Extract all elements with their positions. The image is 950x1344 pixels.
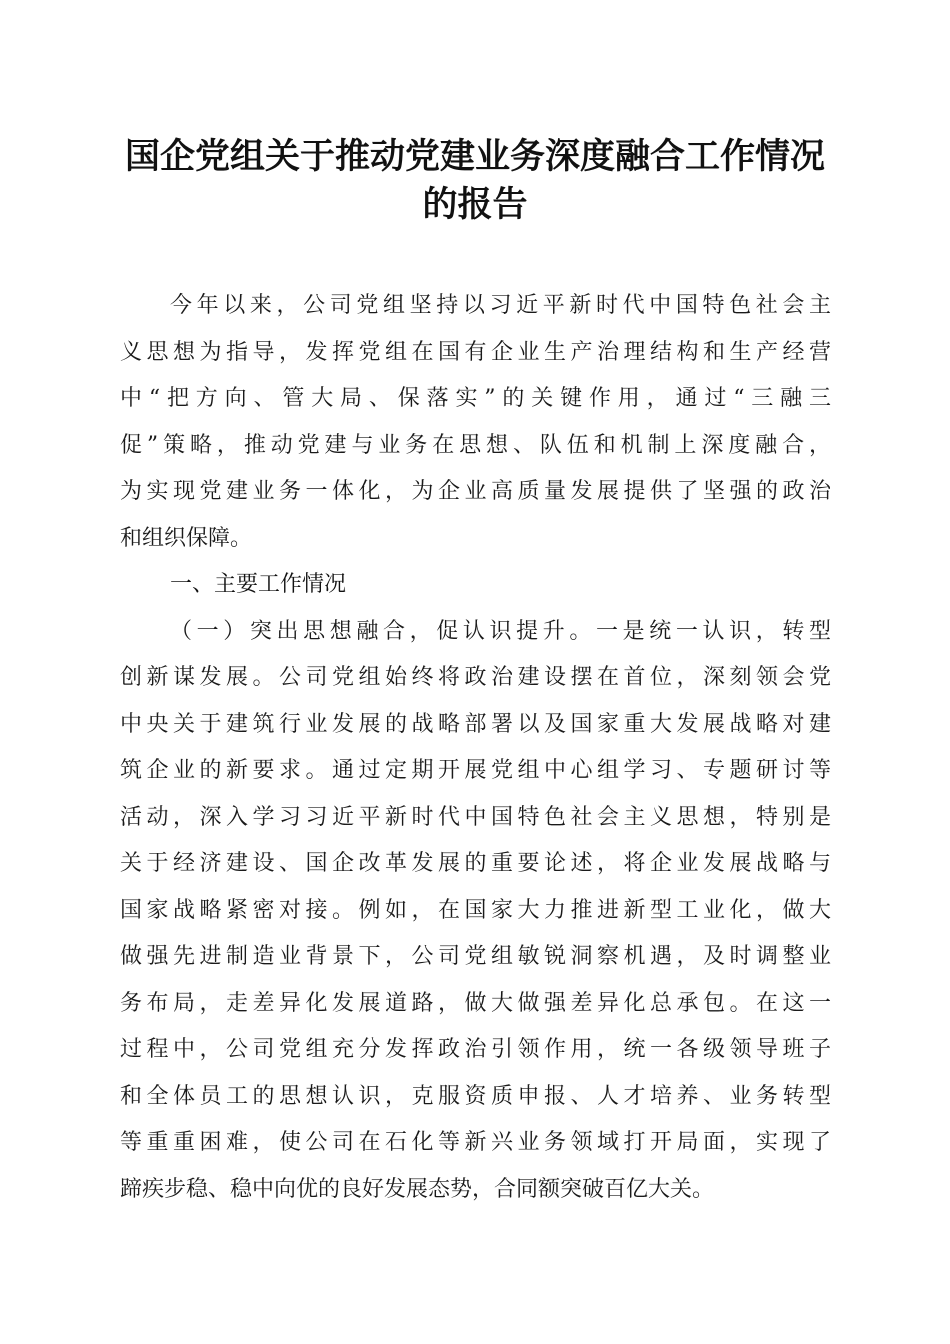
paragraph-line: 等重重困难，使公司在石化等新兴业务领域打开局面，实现了: [120, 1130, 831, 1155]
paragraph-line: 筑企业的新要求。通过定期开展党组中心组学习、专题研讨等: [120, 758, 831, 783]
paragraph-line: 中央关于建筑行业发展的战略部署以及国家重大发展战略对建: [120, 711, 831, 737]
paragraph-line: 今年以来，公司党组坚持以习近平新时代中国特色社会主: [170, 293, 831, 318]
paragraph-line: 活动，深入学习习近平新时代中国特色社会主义思想，特别是: [120, 804, 831, 830]
paragraph-line: 国家战略紧密对接。例如，在国家大力推进新型工业化，做大: [120, 897, 831, 923]
paragraph-line: 为实现党建业务一体化，为企业高质量发展提供了坚强的政治: [120, 479, 831, 504]
paragraph-line: 蹄疾步稳、稳中向优的良好发展态势，合同额突破百亿大关。: [120, 1176, 715, 1202]
paragraph-line: 关于经济建设、国企改革发展的重要论述，将企业发展战略与: [120, 851, 831, 876]
paragraph-line: 和全体员工的思想认识，克服资质申报、人才培养、业务转型: [120, 1083, 831, 1109]
title-line-1: 国企党组关于推动党建业务深度融合工作情况: [124, 136, 825, 177]
paragraph-line: 和组织保障。: [120, 525, 253, 551]
paragraph-line: 义思想为指导，发挥党组在国有企业生产治理结构和生产经营: [120, 339, 831, 365]
title-line-2: 的报告: [422, 184, 528, 225]
section-heading: 一、主要工作情况: [170, 572, 347, 597]
paragraph-line: 中“把方向、管大局、保落实”的关键作用，通过“三融三: [120, 386, 831, 411]
paragraph-line: 创新谋发展。公司党组始终将政治建设摆在首位，深刻领会党: [120, 665, 831, 690]
subsection-paragraph: [120, 609, 831, 1214]
document-body: [120, 283, 831, 1213]
paragraph-line: 务布局，走差异化发展道路，做大做强差异化总承包。在这一: [120, 990, 831, 1016]
document-title: [100, 133, 850, 229]
paragraph-line: 过程中，公司党组充分发挥政治引领作用，统一各级领导班子: [120, 1037, 831, 1062]
intro-paragraph: [120, 283, 831, 562]
paragraph-line: 促”策略，推动党建与业务在思想、队伍和机制上深度融合，: [120, 432, 831, 458]
paragraph-line: 做强先进制造业背景下，公司党组敏锐洞察机遇，及时调整业: [120, 944, 831, 969]
paragraph-line: （一）突出思想融合，促认识提升。一是统一认识，转型: [170, 618, 831, 644]
